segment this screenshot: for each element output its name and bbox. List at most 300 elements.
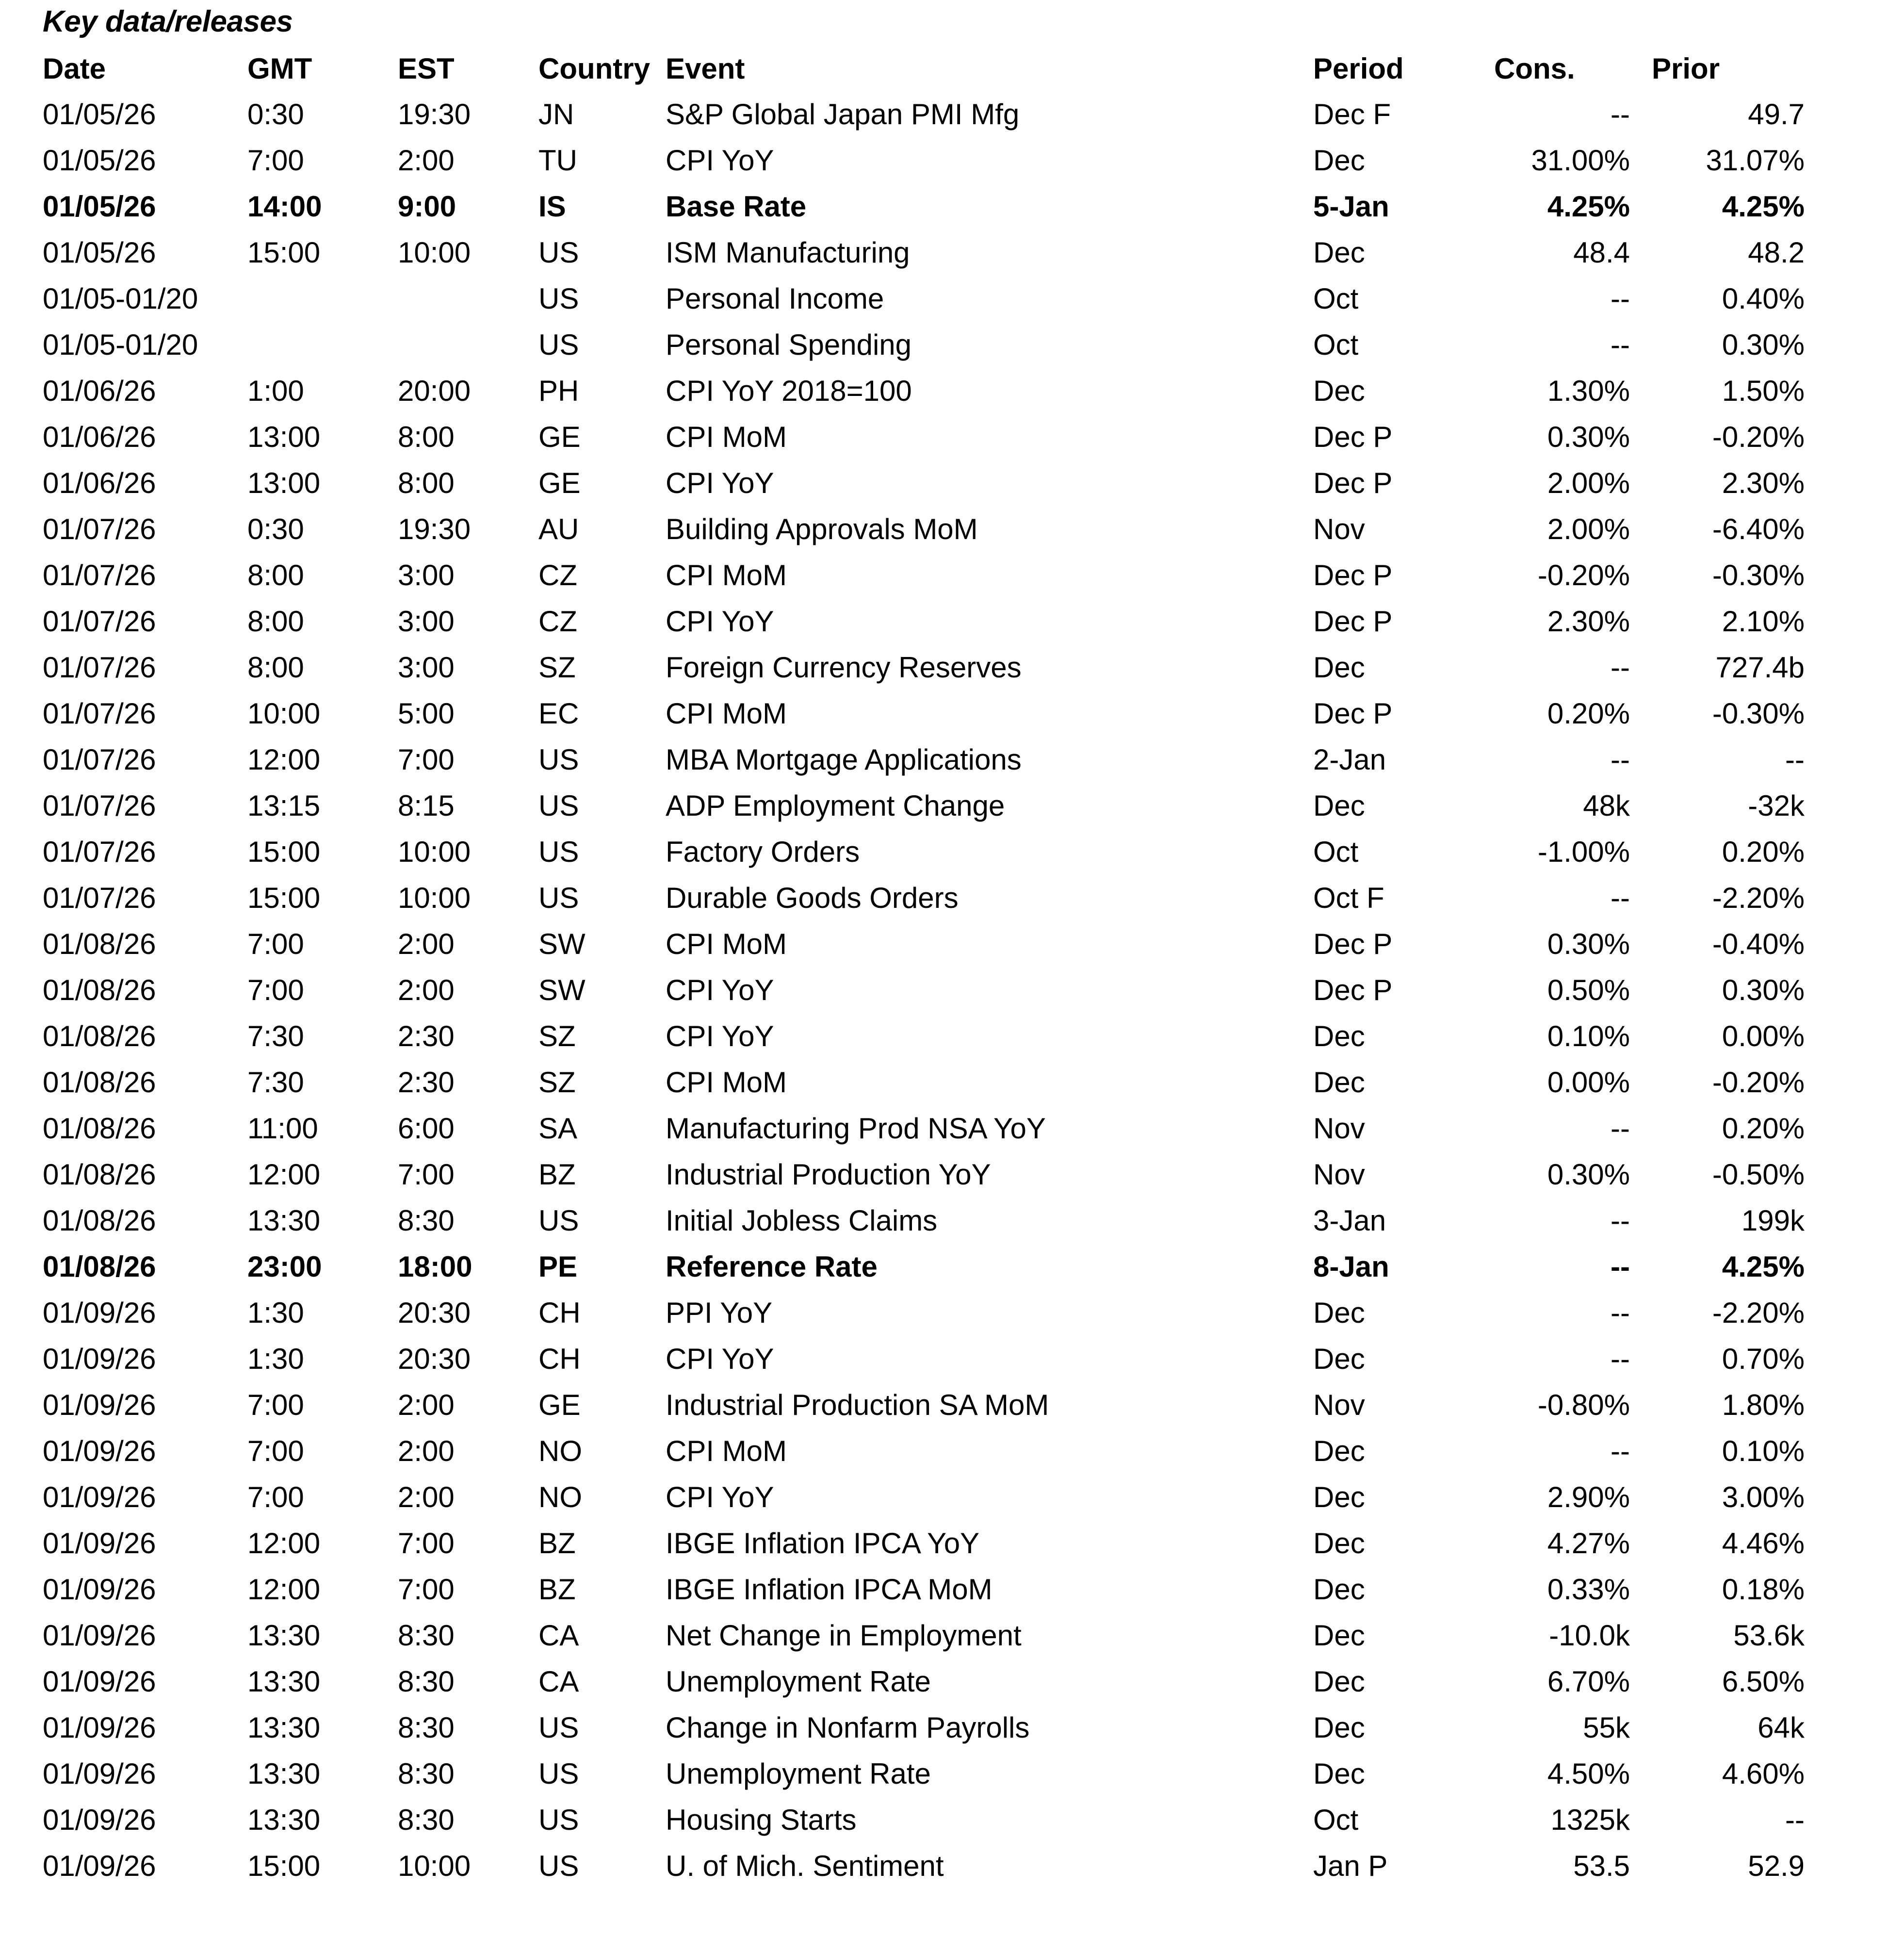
cell-period: Dec xyxy=(1313,144,1365,177)
cell-event: Factory Orders xyxy=(666,836,860,868)
cell-prior: 0.30% xyxy=(1722,974,1805,1006)
cell-event: ISM Manufacturing xyxy=(666,236,910,269)
cell-country: AU xyxy=(538,513,579,545)
cell-est: 8:30 xyxy=(398,1619,455,1652)
cell-period: Oct xyxy=(1313,328,1359,361)
cell-event: Change in Nonfarm Payrolls xyxy=(666,1711,1030,1744)
cell-country: CZ xyxy=(538,559,577,591)
cell-event: CPI MoM xyxy=(666,559,787,591)
table-row xyxy=(0,1244,1904,1290)
cell-prior: -6.40% xyxy=(1712,513,1805,545)
cell-event: CPI MoM xyxy=(666,928,787,960)
table-row xyxy=(0,322,1904,368)
cell-date: 01/08/26 xyxy=(43,1066,156,1099)
cell-cons: 0.30% xyxy=(1547,1158,1630,1191)
cell-cons: -- xyxy=(1611,1112,1630,1145)
column-header-cons: Cons. xyxy=(1494,52,1575,85)
cell-date: 01/05/26 xyxy=(43,236,156,269)
cell-event: IBGE Inflation IPCA MoM xyxy=(666,1573,993,1606)
cell-date: 01/06/26 xyxy=(43,375,156,407)
cell-prior: -- xyxy=(1785,1804,1805,1836)
cell-est: 2:00 xyxy=(398,1481,455,1513)
cell-prior: 3.00% xyxy=(1722,1481,1805,1513)
cell-date: 01/09/26 xyxy=(43,1711,156,1744)
cell-date: 01/08/26 xyxy=(43,974,156,1006)
cell-country: SZ xyxy=(538,1066,576,1099)
cell-gmt: 15:00 xyxy=(247,836,321,868)
cell-gmt: 11:00 xyxy=(247,1112,318,1145)
cell-cons: -- xyxy=(1611,98,1630,131)
cell-period: Dec xyxy=(1313,1573,1365,1606)
cell-country: CH xyxy=(538,1343,581,1375)
cell-event: Foreign Currency Reserves xyxy=(666,651,1022,684)
cell-gmt: 0:30 xyxy=(247,513,304,545)
cell-est: 19:30 xyxy=(398,513,471,545)
cell-cons: 31.00% xyxy=(1531,144,1630,177)
cell-prior: -32k xyxy=(1748,789,1805,822)
cell-gmt: 13:30 xyxy=(247,1204,321,1237)
table-row xyxy=(0,1336,1904,1382)
cell-event: IBGE Inflation IPCA YoY xyxy=(666,1527,980,1559)
cell-est: 2:00 xyxy=(398,974,455,1006)
cell-est: 5:00 xyxy=(398,697,455,730)
cell-gmt: 0:30 xyxy=(247,98,304,131)
cell-gmt: 13:30 xyxy=(247,1665,321,1698)
cell-est: 8:30 xyxy=(398,1804,455,1836)
cell-event: Manufacturing Prod NSA YoY xyxy=(666,1112,1046,1145)
table-header xyxy=(0,47,1904,91)
cell-cons: 4.25% xyxy=(1547,190,1630,223)
table-row xyxy=(0,1751,1904,1797)
cell-cons: -- xyxy=(1611,882,1630,914)
cell-gmt: 12:00 xyxy=(247,743,321,776)
cell-cons: 0.50% xyxy=(1547,974,1630,1006)
table-row xyxy=(0,690,1904,737)
cell-prior: 0.10% xyxy=(1722,1435,1805,1467)
column-header-prior: Prior xyxy=(1652,52,1720,85)
table-row xyxy=(0,1290,1904,1336)
cell-est: 8:30 xyxy=(398,1711,455,1744)
cell-cons: 0.30% xyxy=(1547,928,1630,960)
table-row xyxy=(0,967,1904,1013)
cell-event: Initial Jobless Claims xyxy=(666,1204,938,1237)
table-row xyxy=(0,1797,1904,1843)
cell-country: US xyxy=(538,1757,579,1790)
cell-country: US xyxy=(538,1711,579,1744)
cell-date: 01/06/26 xyxy=(43,467,156,499)
cell-gmt: 7:30 xyxy=(247,1066,304,1099)
cell-period: Dec xyxy=(1313,1527,1365,1559)
cell-prior: -2.20% xyxy=(1712,882,1805,914)
cell-date: 01/09/26 xyxy=(43,1619,156,1652)
cell-cons: -- xyxy=(1611,282,1630,315)
cell-cons: 2.00% xyxy=(1547,513,1630,545)
cell-gmt: 1:30 xyxy=(247,1297,304,1329)
cell-event: CPI YoY xyxy=(666,605,774,638)
cell-period: Dec xyxy=(1313,1066,1365,1099)
cell-date: 01/09/26 xyxy=(43,1665,156,1698)
cell-prior: 199k xyxy=(1741,1204,1805,1237)
cell-est: 8:00 xyxy=(398,467,455,499)
cell-gmt: 7:00 xyxy=(247,974,304,1006)
cell-cons: 48k xyxy=(1583,789,1630,822)
cell-event: Unemployment Rate xyxy=(666,1665,931,1698)
table-row xyxy=(0,276,1904,322)
cell-prior: 4.60% xyxy=(1722,1757,1805,1790)
cell-country: US xyxy=(538,743,579,776)
cell-gmt: 13:15 xyxy=(247,789,321,822)
cell-event: Reference Rate xyxy=(666,1250,878,1283)
cell-period: Dec P xyxy=(1313,928,1393,960)
cell-date: 01/05-01/20 xyxy=(43,282,198,315)
cell-gmt: 8:00 xyxy=(247,559,304,591)
cell-event: Industrial Production SA MoM xyxy=(666,1389,1049,1421)
cell-cons: 0.33% xyxy=(1547,1573,1630,1606)
cell-prior: 52.9 xyxy=(1748,1850,1805,1882)
cell-prior: 31.07% xyxy=(1706,144,1805,177)
column-header-gmt: GMT xyxy=(247,52,312,85)
cell-country: IS xyxy=(538,190,566,223)
cell-gmt: 12:00 xyxy=(247,1527,321,1559)
table-row xyxy=(0,460,1904,506)
cell-prior: 6.50% xyxy=(1722,1665,1805,1698)
cell-prior: 4.25% xyxy=(1722,190,1805,223)
cell-event: U. of Mich. Sentiment xyxy=(666,1850,944,1882)
cell-date: 01/08/26 xyxy=(43,928,156,960)
cell-period: 3-Jan xyxy=(1313,1204,1386,1237)
cell-cons: 0.30% xyxy=(1547,421,1630,453)
cell-cons: 55k xyxy=(1583,1711,1630,1744)
cell-gmt: 8:00 xyxy=(247,605,304,638)
cell-est: 2:00 xyxy=(398,144,455,177)
cell-period: Dec P xyxy=(1313,974,1393,1006)
column-header-date: Date xyxy=(43,52,106,85)
cell-country: EC xyxy=(538,697,579,730)
cell-event: CPI YoY 2018=100 xyxy=(666,375,912,407)
cell-date: 01/08/26 xyxy=(43,1158,156,1191)
cell-gmt: 15:00 xyxy=(247,1850,321,1882)
cell-period: Oct xyxy=(1313,282,1359,315)
cell-period: Dec P xyxy=(1313,467,1393,499)
cell-prior: 0.00% xyxy=(1722,1020,1805,1052)
cell-est: 20:30 xyxy=(398,1343,471,1375)
table-row xyxy=(0,1566,1904,1612)
cell-period: Dec xyxy=(1313,1757,1365,1790)
cell-prior: -0.30% xyxy=(1712,697,1805,730)
cell-period: Oct xyxy=(1313,836,1359,868)
cell-period: Dec P xyxy=(1313,559,1393,591)
cell-date: 01/07/26 xyxy=(43,882,156,914)
cell-period: Dec xyxy=(1313,1711,1365,1744)
cell-event: ADP Employment Change xyxy=(666,789,1005,822)
cell-est: 8:30 xyxy=(398,1757,455,1790)
cell-event: CPI MoM xyxy=(666,1066,787,1099)
cell-period: Dec F xyxy=(1313,98,1391,131)
cell-cons: 0.20% xyxy=(1547,697,1630,730)
table-row xyxy=(0,1013,1904,1059)
cell-event: CPI MoM xyxy=(666,421,787,453)
cell-date: 01/09/26 xyxy=(43,1435,156,1467)
cell-event: Industrial Production YoY xyxy=(666,1158,991,1191)
table-row xyxy=(0,1520,1904,1566)
cell-prior: 49.7 xyxy=(1748,98,1805,131)
cell-est: 7:00 xyxy=(398,743,455,776)
cell-event: MBA Mortgage Applications xyxy=(666,743,1022,776)
cell-date: 01/05/26 xyxy=(43,144,156,177)
cell-prior: 4.25% xyxy=(1722,1250,1805,1283)
cell-country: CH xyxy=(538,1297,581,1329)
column-header-period: Period xyxy=(1313,52,1404,85)
cell-period: Dec xyxy=(1313,1020,1365,1052)
cell-country: US xyxy=(538,1204,579,1237)
cell-est: 2:30 xyxy=(398,1066,455,1099)
cell-est: 8:30 xyxy=(398,1204,455,1237)
cell-date: 01/06/26 xyxy=(43,421,156,453)
economic-calendar-table xyxy=(0,47,1904,1889)
cell-gmt: 7:00 xyxy=(247,1435,304,1467)
cell-cons: 48.4 xyxy=(1573,236,1630,269)
cell-est: 10:00 xyxy=(398,1850,471,1882)
cell-prior: 0.18% xyxy=(1722,1573,1805,1606)
cell-cons: 0.10% xyxy=(1547,1020,1630,1052)
cell-country: US xyxy=(538,328,579,361)
cell-cons: -10.0k xyxy=(1549,1619,1630,1652)
cell-date: 01/08/26 xyxy=(43,1112,156,1145)
cell-gmt: 7:00 xyxy=(247,1481,304,1513)
column-header-event: Event xyxy=(666,52,745,85)
cell-country: SA xyxy=(538,1112,578,1145)
table-row xyxy=(0,1612,1904,1658)
cell-est: 8:30 xyxy=(398,1665,455,1698)
cell-est: 7:00 xyxy=(398,1527,455,1559)
cell-gmt: 15:00 xyxy=(247,236,321,269)
cell-gmt: 8:00 xyxy=(247,651,304,684)
cell-event: Personal Spending xyxy=(666,328,912,361)
cell-country: GE xyxy=(538,1389,581,1421)
table-header-row xyxy=(0,47,1904,91)
cell-country: CA xyxy=(538,1665,579,1698)
cell-gmt: 12:00 xyxy=(247,1158,321,1191)
cell-prior: 1.50% xyxy=(1722,375,1805,407)
cell-period: Dec xyxy=(1313,789,1365,822)
cell-event: Unemployment Rate xyxy=(666,1757,931,1790)
cell-prior: -2.20% xyxy=(1712,1297,1805,1329)
cell-date: 01/08/26 xyxy=(43,1204,156,1237)
cell-est xyxy=(389,276,530,322)
cell-event: Net Change in Employment xyxy=(666,1619,1022,1652)
cell-period: Dec xyxy=(1313,1665,1365,1698)
cell-period: Dec P xyxy=(1313,605,1393,638)
cell-cons: -0.80% xyxy=(1537,1389,1630,1421)
cell-prior: 1.80% xyxy=(1722,1389,1805,1421)
cell-est: 7:00 xyxy=(398,1573,455,1606)
cell-gmt: 23:00 xyxy=(247,1250,322,1283)
table-body xyxy=(0,91,1904,1889)
cell-cons: -- xyxy=(1611,1435,1630,1467)
cell-cons: 1325k xyxy=(1550,1804,1630,1836)
cell-prior: 53.6k xyxy=(1733,1619,1805,1652)
cell-prior: -0.20% xyxy=(1712,421,1805,453)
cell-period: Nov xyxy=(1313,1158,1365,1191)
cell-date: 01/09/26 xyxy=(43,1573,156,1606)
cell-cons: -- xyxy=(1611,651,1630,684)
cell-period: Dec xyxy=(1313,1297,1365,1329)
cell-gmt: 14:00 xyxy=(247,190,322,223)
cell-prior: 48.2 xyxy=(1748,236,1805,269)
table-row xyxy=(0,1658,1904,1705)
cell-est: 9:00 xyxy=(398,190,456,223)
cell-date: 01/09/26 xyxy=(43,1389,156,1421)
cell-cons: 2.30% xyxy=(1547,605,1630,638)
cell-period: Nov xyxy=(1313,513,1365,545)
table-row xyxy=(0,183,1904,230)
cell-event: Housing Starts xyxy=(666,1804,857,1836)
cell-country: NO xyxy=(538,1435,582,1467)
table-row xyxy=(0,875,1904,921)
cell-cons: 0.00% xyxy=(1547,1066,1630,1099)
cell-event: CPI MoM xyxy=(666,1435,787,1467)
cell-prior: 64k xyxy=(1758,1711,1805,1744)
cell-date: 01/05-01/20 xyxy=(43,328,198,361)
cell-period: Nov xyxy=(1313,1389,1365,1421)
cell-gmt: 13:00 xyxy=(247,421,321,453)
cell-cons: 1.30% xyxy=(1547,375,1630,407)
cell-est: 8:15 xyxy=(398,789,455,822)
cell-event: S&P Global Japan PMI Mfg xyxy=(666,98,1020,131)
cell-country: BZ xyxy=(538,1158,576,1191)
cell-date: 01/09/26 xyxy=(43,1527,156,1559)
cell-country: CA xyxy=(538,1619,579,1652)
cell-period: Nov xyxy=(1313,1112,1365,1145)
table-row xyxy=(0,230,1904,276)
cell-date: 01/07/26 xyxy=(43,559,156,591)
cell-cons: 4.50% xyxy=(1547,1757,1630,1790)
table-row xyxy=(0,1198,1904,1244)
table-row xyxy=(0,644,1904,690)
cell-event: CPI YoY xyxy=(666,1343,774,1375)
cell-event: CPI YoY xyxy=(666,974,774,1006)
cell-prior: -0.30% xyxy=(1712,559,1805,591)
cell-date: 01/09/26 xyxy=(43,1850,156,1882)
table-row xyxy=(0,414,1904,460)
cell-period: Dec xyxy=(1313,651,1365,684)
cell-country: CZ xyxy=(538,605,577,638)
cell-est: 7:00 xyxy=(398,1158,455,1191)
cell-cons: -- xyxy=(1611,743,1630,776)
cell-prior: 0.20% xyxy=(1722,836,1805,868)
column-header-country: Country xyxy=(538,52,650,85)
cell-est: 8:00 xyxy=(398,421,455,453)
cell-date: 01/08/26 xyxy=(43,1020,156,1052)
cell-prior: 0.30% xyxy=(1722,328,1805,361)
cell-country: JN xyxy=(538,98,574,131)
cell-country: SW xyxy=(538,928,586,960)
cell-gmt: 13:30 xyxy=(247,1711,321,1744)
cell-est: 20:30 xyxy=(398,1297,471,1329)
cell-country: GE xyxy=(538,467,581,499)
cell-date: 01/09/26 xyxy=(43,1757,156,1790)
cell-gmt xyxy=(234,322,389,368)
cell-country: US xyxy=(538,282,579,315)
cell-est: 3:00 xyxy=(398,651,455,684)
cell-date: 01/07/26 xyxy=(43,605,156,638)
table-row xyxy=(0,137,1904,183)
table-row xyxy=(0,506,1904,552)
cell-gmt: 13:00 xyxy=(247,467,321,499)
cell-event: CPI YoY xyxy=(666,467,774,499)
cell-event: CPI YoY xyxy=(666,1481,774,1513)
cell-event: Building Approvals MoM xyxy=(666,513,978,545)
cell-date: 01/09/26 xyxy=(43,1343,156,1375)
table-row xyxy=(0,1151,1904,1198)
cell-gmt: 12:00 xyxy=(247,1573,321,1606)
cell-country: SZ xyxy=(538,1020,576,1052)
cell-prior: 727.4b xyxy=(1715,651,1805,684)
cell-cons: 2.90% xyxy=(1547,1481,1630,1513)
table-row xyxy=(0,1059,1904,1105)
cell-country: BZ xyxy=(538,1573,576,1606)
table-row xyxy=(0,1428,1904,1474)
cell-event: CPI YoY xyxy=(666,144,774,177)
cell-est: 19:30 xyxy=(398,98,471,131)
cell-date: 01/07/26 xyxy=(43,513,156,545)
cell-cons: -- xyxy=(1611,1250,1630,1283)
cell-date: 01/09/26 xyxy=(43,1481,156,1513)
cell-prior: 4.46% xyxy=(1722,1527,1805,1559)
cell-prior: -0.50% xyxy=(1712,1158,1805,1191)
table-row xyxy=(0,921,1904,967)
cell-country: US xyxy=(538,236,579,269)
cell-est: 10:00 xyxy=(398,882,471,914)
cell-country: US xyxy=(538,836,579,868)
cell-country: PH xyxy=(538,375,579,407)
cell-country: GE xyxy=(538,421,581,453)
cell-country: TU xyxy=(538,144,577,177)
cell-event: CPI YoY xyxy=(666,1020,774,1052)
cell-country: US xyxy=(538,789,579,822)
cell-cons: -1.00% xyxy=(1537,836,1630,868)
cell-period: Dec P xyxy=(1313,697,1393,730)
cell-date: 01/07/26 xyxy=(43,697,156,730)
cell-gmt: 15:00 xyxy=(247,882,321,914)
cell-est: 2:30 xyxy=(398,1020,455,1052)
table-row xyxy=(0,1843,1904,1889)
table-row xyxy=(0,737,1904,783)
cell-est xyxy=(389,322,530,368)
cell-prior: 0.70% xyxy=(1722,1343,1805,1375)
cell-cons: -0.20% xyxy=(1537,559,1630,591)
cell-period: Dec xyxy=(1313,236,1365,269)
table-row xyxy=(0,783,1904,829)
cell-est: 2:00 xyxy=(398,1435,455,1467)
cell-cons: -- xyxy=(1611,1204,1630,1237)
table-row xyxy=(0,91,1904,137)
cell-date: 01/09/26 xyxy=(43,1804,156,1836)
cell-cons: -- xyxy=(1611,328,1630,361)
cell-gmt: 13:30 xyxy=(247,1757,321,1790)
cell-gmt: 1:00 xyxy=(247,375,304,407)
cell-prior: 2.10% xyxy=(1722,605,1805,638)
cell-cons: 2.00% xyxy=(1547,467,1630,499)
table-row xyxy=(0,552,1904,598)
cell-period: Dec xyxy=(1313,375,1365,407)
cell-est: 3:00 xyxy=(398,605,455,638)
cell-prior: 0.40% xyxy=(1722,282,1805,315)
cell-date: 01/07/26 xyxy=(43,789,156,822)
cell-est: 10:00 xyxy=(398,236,471,269)
cell-prior: 2.30% xyxy=(1722,467,1805,499)
cell-event: Durable Goods Orders xyxy=(666,882,959,914)
